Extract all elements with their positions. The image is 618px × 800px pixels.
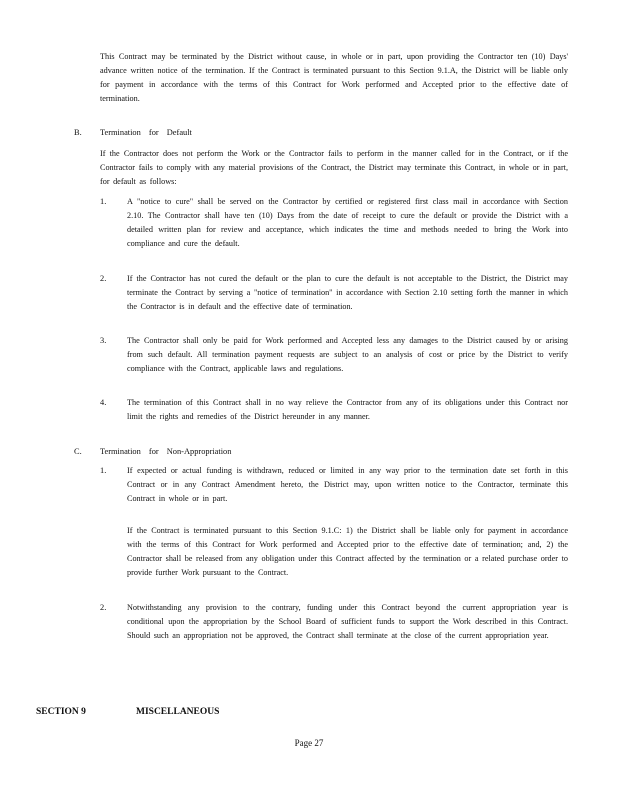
section-c-item-1: If expected or actual funding is withdrawn, reduced or limited in any way prior to the termination date set forth in this Contract or in any Contract Amendment hereto, the District may, upon written notice to the Contractor, terminate this Contract in whole or in part. xyxy=(127,466,568,503)
section-b-item-3: The Contractor shall only be paid for Work performed and Accepted less any damages to the District caused by or arising from such default. All termination payment requests are subject to an analysis of cost or price by the District to verify compliance with the Contract, applicable laws and regulations. xyxy=(127,336,568,373)
section-c-item-number: 1. xyxy=(100,466,107,475)
section-b-label: B. xyxy=(74,128,82,137)
section-b-title: Termination for Default xyxy=(100,128,192,137)
section-b-item-number: 1. xyxy=(100,197,107,206)
section-c-label: C. xyxy=(74,447,82,456)
section-b-item-1: A "notice to cure" shall be served on the Contractor by certified or registered first class mail in accordance with Section 2.10. The Contractor shall have ten (10) Days from the date of receipt to cure the default or provide the District with a detailed written plan for review and acceptance, which indicates the time and methods needed to bring the Work into compliance and cure the default. xyxy=(127,197,568,248)
section-c-title: Termination for Non-Appropriation xyxy=(100,447,232,456)
section-c-item-1-continuation: If the Contract is terminated pursuant to this Section 9.1.C: 1) the District shall be liable only for payment in accordance with the terms of this Contract for Work performed and Accepted prior to the effective date of termination; and, 2) the Contractor shall be released from any obligation under this Contract affected by the termination or a related purchase order to provide further Work pursuant to the Contract. xyxy=(127,526,568,577)
section-c-item-number: 2. xyxy=(100,603,107,612)
page-number: Page 27 xyxy=(294,738,324,748)
section-b-item-2: If the Contractor has not cured the default or the plan to cure the default is not acceptable to the District, the District may terminate the Contract by serving a "notice of termination" in accordance with Section 2.10 setting forth the manner in which the Contractor is in default and the effective date of termination. xyxy=(127,274,568,311)
section-9-title: MISCELLANEOUS xyxy=(136,707,220,717)
section-c-item-2: Notwithstanding any provision to the contrary, funding under this Contract beyond the current appropriation year is conditional upon the appropriation by the School Board of sufficient funds to support the Work described in this Contract. Should such an appropriation not be approved, the Contract shall terminate at the close of the current appropriation year. xyxy=(127,603,568,640)
section-b-item-number: 3. xyxy=(100,336,107,345)
section-9-number: SECTION 9 xyxy=(36,707,86,717)
section-b-item-number: 4. xyxy=(100,398,107,407)
section-b-item-number: 2. xyxy=(100,274,107,283)
section-b-item-4: The termination of this Contract shall in no way relieve the Contractor from any of its obligations under this Contract nor limit the rights and remedies of the District hereunder in any manner. xyxy=(127,398,568,421)
intro-paragraph: This Contract may be terminated by the District without cause, in whole or in part, upon providing the Contractor ten (10) Days' advance written notice of the termination. If the Contract is terminated pursuant to this Section 9.1.A, the District will be liable only for payment in accordance with the terms of this Contract for Work performed and Accepted prior to the effective date of termination. xyxy=(100,52,568,103)
section-b-intro: If the Contractor does not perform the Work or the Contractor fails to perform in the manner called for in the Contract, or if the Contractor fails to comply with any material provisions of the Contract, the District may terminate this Contract, in whole or in part, for default as follows: xyxy=(100,149,568,186)
